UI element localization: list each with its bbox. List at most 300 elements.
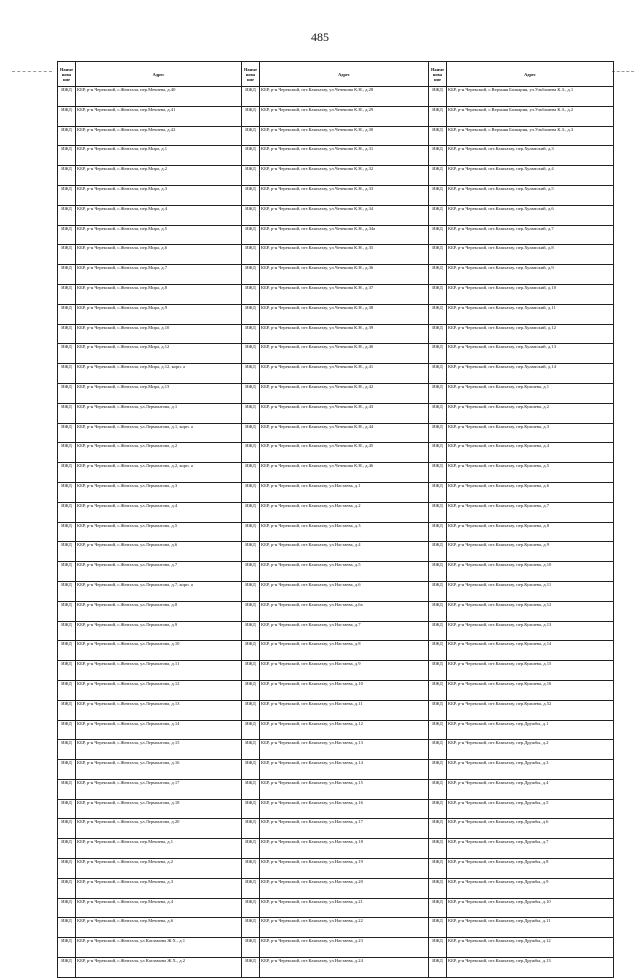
building-type-cell: ИЖД — [242, 859, 260, 879]
address-cell: КБР, р-н Черекский, с.Жемтала, пер.Мечиева, д.42 — [76, 126, 242, 146]
building-type-cell: ИЖД — [242, 562, 260, 582]
building-type-cell: ИЖД — [429, 938, 447, 958]
address-cell: КБР, р-н Черекский, пгт.Кашхатау, пер.Куашева, д.8 — [447, 522, 614, 542]
address-cell: КБР, р-н Черекский, с.Жемтала, пер.Мечиева, д.6 — [76, 918, 242, 938]
address-cell: КБР, р-н Черекский, пгт.Кашхатау, ул.Настаева, д.11 — [260, 700, 429, 720]
building-type-cell: ИЖД — [242, 403, 260, 423]
building-type-cell: ИЖД — [242, 106, 260, 126]
address-cell: КБР, р-н Черекский, пгт.Кашхатау, ул.Чеченова К.Н., д.44 — [260, 423, 429, 443]
building-type-cell: ИЖД — [429, 284, 447, 304]
address-cell: КБР, р-н Черекский, пгт.Кашхатау, пер.Куашева, д.7 — [447, 502, 614, 522]
table-row — [58, 581, 614, 601]
address-cell: КБР, р-н Черекский, пгт.Кашхатау, пер.Дружбы, д.10 — [447, 898, 614, 918]
building-type-cell: ИЖД — [242, 740, 260, 760]
building-type-cell: ИЖД — [242, 760, 260, 780]
table-row — [58, 898, 614, 918]
right-margin-rule — [612, 71, 634, 72]
building-type-cell: ИЖД — [429, 106, 447, 126]
address-cell: КБР, р-н Черекский, пгт.Кашхатау, пер.Дружбы, д.12 — [447, 938, 614, 958]
address-cell: КБР, р-н Черекский, пгт.Кашхатау, ул.Настаева, д.17 — [260, 819, 429, 839]
table-row — [58, 562, 614, 582]
address-cell: КБР, р-н Черекский, пгт.Кашхатау, ул.Настаева, д.9 — [260, 661, 429, 681]
building-type-cell: ИЖД — [58, 720, 76, 740]
address-cell: КБР, р-н Черекский, пгт.Кашхатау, ул.Настаева, д.22 — [260, 918, 429, 938]
address-cell: КБР, р-н Черекский, с.Жемтала, пер.Мечиева, д.40 — [76, 87, 242, 107]
building-type-cell: ИЖД — [242, 265, 260, 285]
address-cell: КБР, р-н Черекский, пгт.Кашхатау, ул.Чеченова К.Н., д.33 — [260, 185, 429, 205]
table-row — [58, 839, 614, 859]
address-cell: КБР, р-н Черекский, пгт.Кашхатау, пер.Куашева, д.2 — [447, 403, 614, 423]
table-row — [58, 87, 614, 107]
address-cell: КБР, р-н Черекский, с.Жемтала, пер.Мира, д.6 — [76, 245, 242, 265]
building-type-cell: ИЖД — [429, 958, 447, 978]
address-cell: КБР, р-н Черекский, с.Жемтала, ул.Лермонтова, д.8 — [76, 601, 242, 621]
address-cell: КБР, р-н Черекский, с.Жемтала, ул.Лермонтова, д.4 — [76, 502, 242, 522]
address-cell: КБР, р-н Черекский, с.Верхняя Балкария, ул.Ульбашева К.З., д.2 — [447, 106, 614, 126]
building-type-cell: ИЖД — [58, 284, 76, 304]
building-type-cell: ИЖД — [429, 245, 447, 265]
address-table — [57, 61, 614, 978]
building-type-cell: ИЖД — [58, 482, 76, 502]
building-type-cell: ИЖД — [429, 463, 447, 483]
address-cell: КБР, р-н Черекский, пгт.Кашхатау, ул.Чеченова К.Н., д.38 — [260, 304, 429, 324]
table-row — [58, 680, 614, 700]
table-row — [58, 918, 614, 938]
address-cell: КБР, р-н Черекский, с.Верхняя Балкария, ул.Ульбашева К.З., д.1 — [447, 87, 614, 107]
table-row — [58, 958, 614, 978]
building-type-cell: ИЖД — [242, 878, 260, 898]
building-type-cell: ИЖД — [242, 463, 260, 483]
building-type-cell: ИЖД — [429, 87, 447, 107]
address-cell: КБР, р-н Черекский, пгт.Кашхатау, пер.Хуламский, д.8 — [447, 245, 614, 265]
building-type-cell: ИЖД — [429, 403, 447, 423]
address-cell: КБР, р-н Черекский, пгт.Кашхатау, пер.Куашева, д.1 — [447, 383, 614, 403]
building-type-cell: ИЖД — [58, 918, 76, 938]
building-type-cell: ИЖД — [242, 938, 260, 958]
building-type-cell: ИЖД — [58, 87, 76, 107]
table-row — [58, 779, 614, 799]
building-type-cell: ИЖД — [58, 245, 76, 265]
address-cell: КБР, р-н Черекский, пгт.Кашхатау, пер.Куашева, д.4 — [447, 443, 614, 463]
building-type-cell: ИЖД — [58, 641, 76, 661]
building-type-cell: ИЖД — [58, 126, 76, 146]
table-row — [58, 304, 614, 324]
address-cell: КБР, р-н Черекский, пгт.Кашхатау, пер.Хуламский, д.7 — [447, 225, 614, 245]
building-type-cell: ИЖД — [242, 126, 260, 146]
building-type-cell: ИЖД — [58, 364, 76, 384]
building-type-cell: ИЖД — [242, 87, 260, 107]
address-cell: КБР, р-н Черекский, пгт.Кашхатау, пер.Куашева, д.9 — [447, 542, 614, 562]
table-row — [58, 700, 614, 720]
table-row — [58, 859, 614, 879]
address-cell: КБР, р-н Черекский, пгт.Кашхатау, ул.Чеченова К.Н., д.39 — [260, 324, 429, 344]
address-cell: КБР, р-н Черекский, с.Жемтала, ул.Лермонтова, д.11 — [76, 661, 242, 681]
address-cell: КБР, р-н Черекский, пгт.Кашхатау, пер.Куашева, д.14 — [447, 641, 614, 661]
address-cell: КБР, р-н Черекский, с.Жемтала, ул.Лермонтова, д.2 — [76, 443, 242, 463]
building-type-cell: ИЖД — [58, 423, 76, 443]
building-type-cell: ИЖД — [58, 522, 76, 542]
address-cell: КБР, р-н Черекский, пгт.Кашхатау, пер.Дружбы, д.4 — [447, 779, 614, 799]
address-cell: КБР, р-н Черекский, с.Жемтала, пер.Мира, д.5 — [76, 225, 242, 245]
building-type-cell: ИЖД — [58, 265, 76, 285]
building-type-cell: ИЖД — [58, 502, 76, 522]
table-row — [58, 760, 614, 780]
address-cell: КБР, р-н Черекский, с.Жемтала, ул.Кагламова Ж.Х., д.1 — [76, 938, 242, 958]
address-cell: КБР, р-н Черекский, пгт.Кашхатау, ул.Чеченова К.Н., д.41 — [260, 364, 429, 384]
address-cell: КБР, р-н Черекский, пгт.Кашхатау, пер.Куашева, д.12 — [447, 601, 614, 621]
table-row — [58, 601, 614, 621]
address-cell: КБР, р-н Черекский, пгт.Кашхатау, пер.Хуламский, д.12 — [447, 324, 614, 344]
table-row — [58, 344, 614, 364]
table-row — [58, 463, 614, 483]
building-type-cell: ИЖД — [58, 680, 76, 700]
building-type-cell: ИЖД — [429, 601, 447, 621]
building-type-cell: ИЖД — [429, 265, 447, 285]
address-cell: КБР, р-н Черекский, пгт.Кашхатау, пер.Дружбы, д.1 — [447, 720, 614, 740]
address-cell: КБР, р-н Черекский, пгт.Кашхатау, ул.Настаева, д.20 — [260, 878, 429, 898]
address-cell: КБР, р-н Черекский, пгт.Кашхатау, ул.Чеченова К.Н., д.45 — [260, 443, 429, 463]
address-cell: КБР, р-н Черекский, пгт.Кашхатау, пер.Куашева, д.3 — [447, 423, 614, 443]
address-cell: КБР, р-н Черекский, пгт.Кашхатау, пер.Куашева, д.11 — [447, 581, 614, 601]
address-cell: КБР, р-н Черекский, с.Жемтала, ул.Лермонтова, д.15 — [76, 740, 242, 760]
building-type-cell: ИЖД — [242, 383, 260, 403]
address-cell: КБР, р-н Черекский, пгт.Кашхатау, ул.Настаева, д.8 — [260, 641, 429, 661]
building-type-cell: ИЖД — [58, 661, 76, 681]
address-cell: КБР, р-н Черекский, пгт.Кашхатау, ул.Настаева, д.18 — [260, 839, 429, 859]
table-row — [58, 383, 614, 403]
address-cell: КБР, р-н Черекский, пгт.Кашхатау, ул.Чеченова К.Н., д.31 — [260, 146, 429, 166]
address-cell: КБР, р-н Черекский, пгт.Кашхатау, ул.Настаева, д.12 — [260, 720, 429, 740]
building-type-cell: ИЖД — [242, 542, 260, 562]
building-type-cell: ИЖД — [242, 700, 260, 720]
building-type-cell: ИЖД — [242, 185, 260, 205]
building-type-cell: ИЖД — [429, 878, 447, 898]
address-cell: КБР, р-н Черекский, пгт.Кашхатау, пер.Хуламский, д.6 — [447, 205, 614, 225]
building-type-cell: ИЖД — [58, 324, 76, 344]
building-type-cell: ИЖД — [242, 423, 260, 443]
address-cell: КБР, р-н Черекский, с.Жемтала, ул.Лермонтова, д.1, корп. а — [76, 423, 242, 443]
building-type-cell: ИЖД — [429, 779, 447, 799]
building-type-cell: ИЖД — [429, 621, 447, 641]
building-type-cell: ИЖД — [429, 482, 447, 502]
address-cell: КБР, р-н Черекский, с.Жемтала, ул.Лермонтова, д.9 — [76, 621, 242, 641]
table-header-row — [58, 62, 614, 87]
address-cell: КБР, р-н Черекский, пгт.Кашхатау, ул.Настаева, д.10 — [260, 680, 429, 700]
building-type-cell: ИЖД — [58, 799, 76, 819]
address-cell: КБР, р-н Черекский, с.Верхняя Балкария, ул.Ульбашева К.З., д.3 — [447, 126, 614, 146]
table-row — [58, 720, 614, 740]
address-cell: КБР, р-н Черекский, пгт.Кашхатау, ул.Чеченова К.Н., д.32 — [260, 166, 429, 186]
building-type-cell: ИЖД — [242, 641, 260, 661]
building-type-cell: ИЖД — [429, 680, 447, 700]
building-type-cell: ИЖД — [58, 740, 76, 760]
building-type-cell: ИЖД — [429, 146, 447, 166]
building-type-cell: ИЖД — [429, 344, 447, 364]
building-type-cell: ИЖД — [429, 205, 447, 225]
address-cell: КБР, р-н Черекский, с.Жемтала, ул.Лермонтова, д.13 — [76, 700, 242, 720]
table-row — [58, 284, 614, 304]
address-cell: КБР, р-н Черекский, пгт.Кашхатау, ул.Настаева, д.13 — [260, 740, 429, 760]
building-type-cell: ИЖД — [58, 878, 76, 898]
address-cell: КБР, р-н Черекский, пгт.Кашхатау, ул.Настаева, д.2 — [260, 502, 429, 522]
address-cell: КБР, р-н Черекский, пгт.Кашхатау, ул.Настаева, д.5 — [260, 562, 429, 582]
building-type-cell: ИЖД — [58, 106, 76, 126]
building-type-cell: ИЖД — [429, 819, 447, 839]
address-cell: КБР, р-н Черекский, пгт.Кашхатау, ул.Настаева, д.15 — [260, 779, 429, 799]
table-row — [58, 403, 614, 423]
address-cell: КБР, р-н Черекский, с.Жемтала, пер.Мечиева, д.1 — [76, 839, 242, 859]
table-row — [58, 185, 614, 205]
building-type-cell: ИЖД — [58, 166, 76, 186]
address-cell: КБР, р-н Черекский, пгт.Кашхатау, пер.Хуламский, д.11 — [447, 304, 614, 324]
type-column-header: Наиме нова ние — [242, 62, 260, 87]
address-cell: КБР, р-н Черекский, с.Жемтала, ул.Лермонтова, д.17 — [76, 779, 242, 799]
address-cell: КБР, р-н Черекский, пгт.Кашхатау, ул.Чеченова К.Н., д.29 — [260, 106, 429, 126]
building-type-cell: ИЖД — [429, 364, 447, 384]
building-type-cell: ИЖД — [58, 304, 76, 324]
address-cell: КБР, р-н Черекский, пгт.Кашхатау, пер.Дружбы, д.3 — [447, 760, 614, 780]
building-type-cell: ИЖД — [429, 720, 447, 740]
building-type-cell: ИЖД — [242, 344, 260, 364]
building-type-cell: ИЖД — [58, 700, 76, 720]
address-cell: КБР, р-н Черекский, пгт.Кашхатау, пер.Дружбы, д.9 — [447, 878, 614, 898]
address-cell: КБР, р-н Черекский, пгт.Кашхатау, пер.Хуламский, д.10 — [447, 284, 614, 304]
address-cell: КБР, р-н Черекский, с.Жемтала, ул.Лермонтова, д.7, корп. а — [76, 581, 242, 601]
address-cell: КБР, р-н Черекский, пгт.Кашхатау, пер.Дружбы, д.6 — [447, 819, 614, 839]
building-type-cell: ИЖД — [58, 581, 76, 601]
address-cell: КБР, р-н Черекский, пгт.Кашхатау, ул.Настаева, д.23 — [260, 938, 429, 958]
building-type-cell: ИЖД — [429, 522, 447, 542]
address-cell: КБР, р-н Черекский, с.Жемтала, пер.Мечиева, д.4 — [76, 898, 242, 918]
building-type-cell: ИЖД — [429, 581, 447, 601]
address-cell: КБР, р-н Черекский, пгт.Кашхатау, ул.Чеченова К.Н., д.42 — [260, 383, 429, 403]
address-cell: КБР, р-н Черекский, с.Жемтала, пер.Мечиева, д.41 — [76, 106, 242, 126]
building-type-cell: ИЖД — [429, 166, 447, 186]
building-type-cell: ИЖД — [58, 621, 76, 641]
table-row — [58, 146, 614, 166]
address-cell: КБР, р-н Черекский, пгт.Кашхатау, ул.Чеченова К.Н., д.40 — [260, 344, 429, 364]
address-cell: КБР, р-н Черекский, с.Жемтала, ул.Лермонтова, д.1 — [76, 403, 242, 423]
address-cell: КБР, р-н Черекский, пгт.Кашхатау, пер.Дружбы, д.11 — [447, 918, 614, 938]
address-cell: КБР, р-н Черекский, пгт.Кашхатау, ул.Настаева, д.24 — [260, 958, 429, 978]
address-cell: КБР, р-н Черекский, с.Жемтала, пер.Мечиева, д.3 — [76, 878, 242, 898]
building-type-cell: ИЖД — [58, 542, 76, 562]
building-type-cell: ИЖД — [58, 938, 76, 958]
building-type-cell: ИЖД — [58, 958, 76, 978]
building-type-cell: ИЖД — [242, 146, 260, 166]
building-type-cell: ИЖД — [58, 225, 76, 245]
building-type-cell: ИЖД — [58, 898, 76, 918]
address-cell: КБР, р-н Черекский, пгт.Кашхатау, ул.Чеченова К.Н., д.30 — [260, 126, 429, 146]
address-cell: КБР, р-н Черекский, с.Жемтала, пер.Мира, д.8 — [76, 284, 242, 304]
building-type-cell: ИЖД — [429, 443, 447, 463]
building-type-cell: ИЖД — [242, 522, 260, 542]
building-type-cell: ИЖД — [242, 225, 260, 245]
table-row — [58, 819, 614, 839]
address-cell: КБР, р-н Черекский, с.Жемтала, пер.Мира, д.2 — [76, 166, 242, 186]
building-type-cell: ИЖД — [429, 661, 447, 681]
building-type-cell: ИЖД — [429, 700, 447, 720]
table-row — [58, 205, 614, 225]
address-cell: КБР, р-н Черекский, пгт.Кашхатау, пер.Хуламский, д.9 — [447, 265, 614, 285]
building-type-cell: ИЖД — [242, 661, 260, 681]
address-cell: КБР, р-н Черекский, пгт.Кашхатау, ул.Настаева, д.14 — [260, 760, 429, 780]
address-cell: КБР, р-н Черекский, с.Жемтала, ул.Лермонтова, д.7 — [76, 562, 242, 582]
address-cell: КБР, р-н Черекский, пгт.Кашхатау, ул.Настаева, д.3 — [260, 522, 429, 542]
building-type-cell: ИЖД — [429, 760, 447, 780]
building-type-cell: ИЖД — [242, 958, 260, 978]
building-type-cell: ИЖД — [242, 205, 260, 225]
building-type-cell: ИЖД — [429, 185, 447, 205]
building-type-cell: ИЖД — [242, 443, 260, 463]
address-cell: КБР, р-н Черекский, с.Жемтала, ул.Лермонтова, д.12 — [76, 680, 242, 700]
address-cell: КБР, р-н Черекский, с.Жемтала, пер.Мира, д.4 — [76, 205, 242, 225]
building-type-cell: ИЖД — [429, 839, 447, 859]
address-cell: КБР, р-н Черекский, пгт.Кашхатау, пер.Дружбы, д.8 — [447, 859, 614, 879]
building-type-cell: ИЖД — [429, 423, 447, 443]
building-type-cell: ИЖД — [242, 720, 260, 740]
address-cell: КБР, р-н Черекский, пгт.Кашхатау, ул.Чеченова К.Н., д.37 — [260, 284, 429, 304]
table-row — [58, 443, 614, 463]
page-number: 485 — [311, 30, 329, 44]
address-cell: КБР, р-н Черекский, пгт.Кашхатау, пер.Куашева, д.16 — [447, 680, 614, 700]
building-type-cell: ИЖД — [58, 601, 76, 621]
address-cell: КБР, р-н Черекский, с.Жемтала, пер.Мечиева, д.2 — [76, 859, 242, 879]
table-row — [58, 106, 614, 126]
building-type-cell: ИЖД — [58, 779, 76, 799]
building-type-cell: ИЖД — [242, 245, 260, 265]
address-cell: КБР, р-н Черекский, пгт.Кашхатау, пер.Дружбы, д.7 — [447, 839, 614, 859]
building-type-cell: ИЖД — [242, 918, 260, 938]
address-cell: КБР, р-н Черекский, пгт.Кашхатау, ул.Настаева, д.16 — [260, 799, 429, 819]
address-table-container — [57, 61, 613, 964]
table-row — [58, 225, 614, 245]
building-type-cell: ИЖД — [242, 502, 260, 522]
building-type-cell: ИЖД — [58, 344, 76, 364]
building-type-cell: ИЖД — [429, 799, 447, 819]
building-type-cell: ИЖД — [242, 304, 260, 324]
address-cell: КБР, р-н Черекский, пгт.Кашхатау, ул.Настаева, д.1 — [260, 482, 429, 502]
address-cell: КБР, р-н Черекский, с.Жемтала, пер.Мира, д.3 — [76, 185, 242, 205]
address-cell: КБР, р-н Черекский, пгт.Кашхатау, пер.Куашева, д.15 — [447, 661, 614, 681]
table-row — [58, 265, 614, 285]
table-row — [58, 522, 614, 542]
address-column-header: Адрес — [76, 62, 242, 87]
building-type-cell: ИЖД — [58, 819, 76, 839]
address-cell: КБР, р-н Черекский, с.Жемтала, пер.Мира, д.13 — [76, 383, 242, 403]
address-cell: КБР, р-н Черекский, с.Жемтала, ул.Лермонтова, д.6 — [76, 542, 242, 562]
table-row — [58, 364, 614, 384]
address-cell: КБР, р-н Черекский, пгт.Кашхатау, ул.Настаева, д.6а — [260, 601, 429, 621]
table-row — [58, 502, 614, 522]
address-cell: КБР, р-н Черекский, пгт.Кашхатау, пер.Куашева, д.6 — [447, 482, 614, 502]
building-type-cell: ИЖД — [429, 225, 447, 245]
address-cell: КБР, р-н Черекский, пгт.Кашхатау, ул.Настаева, д.19 — [260, 859, 429, 879]
address-cell: КБР, р-н Черекский, пгт.Кашхатау, пер.Куашева, д.13 — [447, 621, 614, 641]
building-type-cell: ИЖД — [58, 146, 76, 166]
building-type-cell: ИЖД — [242, 898, 260, 918]
address-cell: КБР, р-н Черекский, пгт.Кашхатау, пер.Дружбы, д.2 — [447, 740, 614, 760]
building-type-cell: ИЖД — [58, 443, 76, 463]
building-type-cell: ИЖД — [242, 621, 260, 641]
building-type-cell: ИЖД — [242, 819, 260, 839]
address-cell: КБР, р-н Черекский, пгт.Кашхатау, ул.Чеченова К.Н., д.34 — [260, 205, 429, 225]
address-cell: КБР, р-н Черекский, с.Жемтала, ул.Лермонтова, д.10 — [76, 641, 242, 661]
building-type-cell: ИЖД — [242, 166, 260, 186]
address-cell: КБР, р-н Черекский, пгт.Кашхатау, ул.Чеченова К.Н., д.43 — [260, 403, 429, 423]
type-column-header: Наиме нова ние — [429, 62, 447, 87]
table-row — [58, 423, 614, 443]
address-cell: КБР, р-н Черекский, с.Жемтала, пер.Мира, д.1 — [76, 146, 242, 166]
address-cell: КБР, р-н Черекский, пгт.Кашхатау, пер.Дружбы, д.13 — [447, 958, 614, 978]
building-type-cell: ИЖД — [242, 324, 260, 344]
address-cell: КБР, р-н Черекский, с.Жемтала, ул.Лермонтова, д.20 — [76, 819, 242, 839]
address-cell: КБР, р-н Черекский, пгт.Кашхатау, ул.Настаева, д.6 — [260, 581, 429, 601]
building-type-cell: ИЖД — [58, 760, 76, 780]
building-type-cell: ИЖД — [429, 383, 447, 403]
building-type-cell: ИЖД — [429, 740, 447, 760]
building-type-cell: ИЖД — [58, 205, 76, 225]
building-type-cell: ИЖД — [242, 839, 260, 859]
address-cell: КБР, р-н Черекский, пгт.Кашхатау, ул.Настаева, д.21 — [260, 898, 429, 918]
address-cell: КБР, р-н Черекский, пгт.Кашхатау, пер.Хуламский, д.13 — [447, 344, 614, 364]
building-type-cell: ИЖД — [242, 680, 260, 700]
address-cell: КБР, р-н Черекский, пгт.Кашхатау, ул.Настаева, д.4 — [260, 542, 429, 562]
address-cell: КБР, р-н Черекский, пгт.Кашхатау, пер.Куашева, д.52 — [447, 700, 614, 720]
address-cell: КБР, р-н Черекский, с.Жемтала, пер.Мира, д.10 — [76, 324, 242, 344]
table-row — [58, 126, 614, 146]
address-cell: КБР, р-н Черекский, с.Жемтала, ул.Лермонтова, д.14 — [76, 720, 242, 740]
address-column-header: Адрес — [260, 62, 429, 87]
table-body — [58, 87, 614, 978]
address-cell: КБР, р-н Черекский, с.Жемтала, пер.Мира, д.9 — [76, 304, 242, 324]
address-column-header: Адрес — [447, 62, 614, 87]
table-row — [58, 542, 614, 562]
address-cell: КБР, р-н Черекский, с.Жемтала, ул.Лермонтова, д.3 — [76, 482, 242, 502]
building-type-cell: ИЖД — [58, 859, 76, 879]
building-type-cell: ИЖД — [429, 502, 447, 522]
building-type-cell: ИЖД — [242, 482, 260, 502]
address-cell: КБР, р-н Черекский, пгт.Кашхатау, пер.Куашева, д.10 — [447, 562, 614, 582]
table-row — [58, 799, 614, 819]
building-type-cell: ИЖД — [242, 779, 260, 799]
building-type-cell: ИЖД — [58, 383, 76, 403]
table-row — [58, 938, 614, 958]
building-type-cell: ИЖД — [58, 463, 76, 483]
address-cell: КБР, р-н Черекский, с.Жемтала, ул.Лермонтова, д.2, корп. а — [76, 463, 242, 483]
table-row — [58, 245, 614, 265]
address-cell: КБР, р-н Черекский, пгт.Кашхатау, пер.Хуламский, д.3 — [447, 146, 614, 166]
building-type-cell: ИЖД — [58, 185, 76, 205]
table-row — [58, 324, 614, 344]
building-type-cell: ИЖД — [242, 601, 260, 621]
table-row — [58, 621, 614, 641]
left-margin-rule — [12, 71, 52, 72]
address-cell: КБР, р-н Черекский, пгт.Кашхатау, пер.Хуламский, д.14 — [447, 364, 614, 384]
building-type-cell: ИЖД — [429, 324, 447, 344]
building-type-cell: ИЖД — [58, 839, 76, 859]
building-type-cell: ИЖД — [429, 641, 447, 661]
address-cell: КБР, р-н Черекский, с.Жемтала, ул.Лермонтова, д.18 — [76, 799, 242, 819]
address-cell: КБР, р-н Черекский, пгт.Кашхатау, ул.Настаева, д.7 — [260, 621, 429, 641]
address-cell: КБР, р-н Черекский, с.Жемтала, ул.Лермонтова, д.5 — [76, 522, 242, 542]
address-cell: КБР, р-н Черекский, пгт.Кашхатау, ул.Чеченова К.Н., д.28 — [260, 87, 429, 107]
address-cell: КБР, р-н Черекский, пгт.Кашхатау, пер.Хуламский, д.4 — [447, 166, 614, 186]
building-type-cell: ИЖД — [429, 898, 447, 918]
address-cell: КБР, р-н Черекский, пгт.Кашхатау, ул.Чеченова К.Н., д.35 — [260, 245, 429, 265]
building-type-cell: ИЖД — [242, 364, 260, 384]
building-type-cell: ИЖД — [429, 859, 447, 879]
